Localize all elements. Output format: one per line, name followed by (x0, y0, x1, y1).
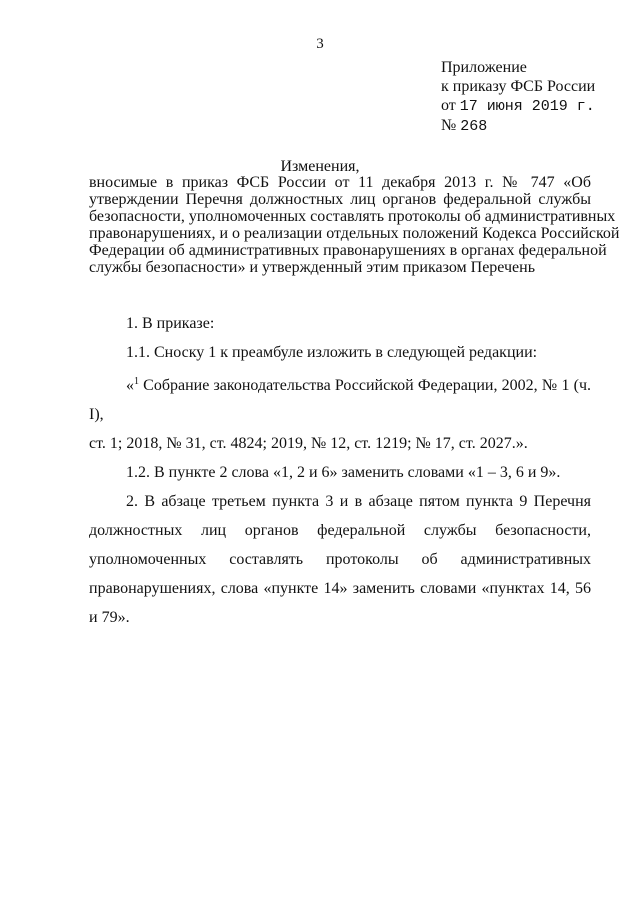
paragraph-2-line: правонарушениях, слова «пункте 14» заменить словами «пунктах 14, 56 (89, 580, 591, 597)
paragraph-footnote (89, 367, 591, 458)
appendix-order-ref: к приказу ФСБ России (441, 78, 596, 95)
document-body (89, 309, 591, 632)
paragraph-2-line: должностных лиц органов федеральной службы безопасности, (89, 522, 591, 539)
appendix-number-line (441, 116, 611, 136)
footnote-quote-open: « (126, 377, 134, 394)
footnote-line-1-text: Собрание законодательства Российской Федерации, 2002, № 1 (ч. I), (89, 377, 591, 423)
subtitle-line: правонарушениях, и о реализации отдельных положений Кодекса Российской (89, 225, 620, 242)
appendix-number-prefix: № (441, 117, 461, 134)
paragraph-1-1: 1.1. Сноску 1 к преамбуле изложить в следующей редакции: (126, 344, 538, 361)
subtitle-line: службы безопасности» и утвержденный этим приказом Перечень (89, 259, 536, 276)
paragraph-2-line: уполномоченных составлять протоколы об административных (89, 551, 591, 568)
subtitle-line: вносимые в приказ ФСБ России от 11 декабря 2013 г. № 747 «Об (89, 174, 591, 191)
footnote-line: ст. 1; 2018, № 31, ст. 4824; 2019, № 12, ст. 1219; № 17, ст. 2027.». (89, 435, 528, 452)
appendix-number: 268 (460, 118, 488, 135)
paragraph-2-line: 2. В абзаце третьем пункта 3 и в абзаце пятом пункта 9 Перечня (126, 493, 591, 510)
document-subtitle (89, 174, 620, 276)
appendix-title: Приложение (441, 59, 527, 76)
paragraph-2 (89, 487, 591, 632)
footnote-line (89, 367, 591, 429)
paragraph-2-line: и 79». (89, 609, 130, 626)
footnote-superscript: 1 (134, 376, 139, 387)
document-heading: Изменения, (280, 158, 360, 175)
appendix-date-prefix: от (441, 97, 460, 114)
paragraph-1: 1. В приказе: (126, 315, 215, 332)
appendix-date-line (441, 96, 611, 116)
paragraph-1-2: 1.2. В пункте 2 слова «1, 2 и 6» заменить словами «1 – 3, 6 и 9». (126, 464, 561, 481)
appendix-block (441, 58, 611, 136)
subtitle-line: безопасности, уполномоченных составлять протоколы об административных (89, 208, 616, 225)
appendix-date: 17 июня 2019 г. (459, 98, 595, 115)
subtitle-line: утверждении Перечня должностных лиц органов федеральной службы (89, 191, 591, 208)
subtitle-line: Федерации об административных правонарушениях в органах федеральной (89, 242, 607, 259)
page-number: 3 (316, 36, 324, 52)
